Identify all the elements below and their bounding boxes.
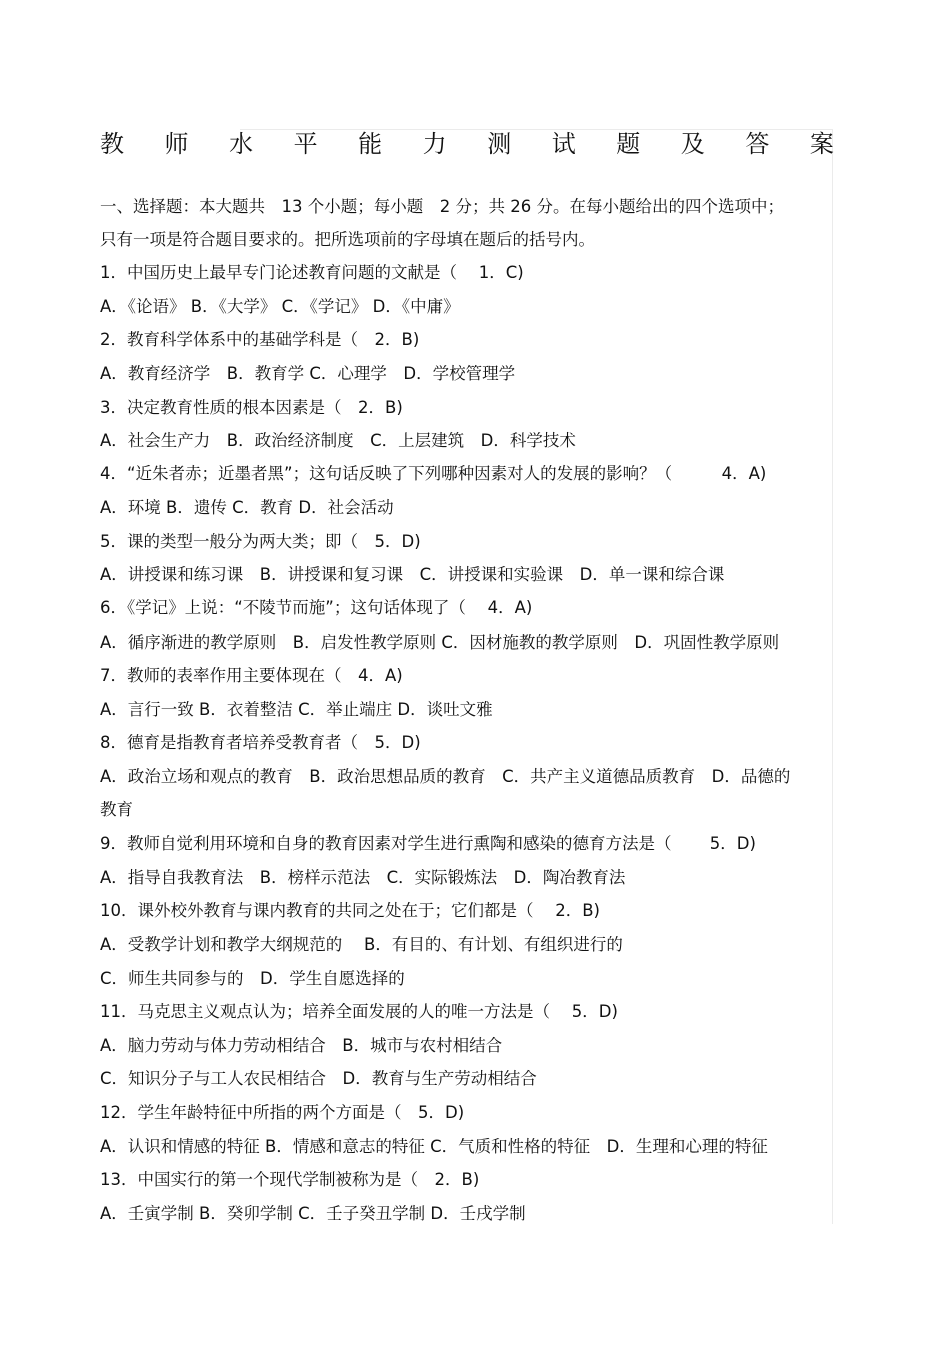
question-9: 9．教师自觉利用环境和自身的教育因素对学生进行熏陶和感染的德育方法是（ 5．D) [100,834,756,853]
title-char: 试 [551,130,576,158]
title-char: 平 [293,130,318,158]
title-char: 师 [164,130,189,158]
page-title [100,126,834,162]
question-1-options: A．《论语》 B．《大学》 C．《学记》 D．《中庸》 [100,297,460,316]
question-5-options: A．讲授课和练习课 B．讲授课和复习课 C．讲授课和实验课 D．单一课和综合课 [100,565,725,584]
question-11: 11．马克思主义观点认为；培养全面发展的人的唯一方法是（ 5．D) [100,1002,618,1021]
question-3-options: A．社会生产力 B．政治经济制度 C．上层建筑 D．科学技术 [100,431,576,450]
question-8: 8．德育是指教育者培养受教育者（ 5．D) [100,733,421,752]
title-char: 答 [745,130,770,158]
question-7: 7．教师的表率作用主要体现在（ 4．A) [100,666,403,685]
section-heading: 一、选择题：本大题共 13 个小题；每小题 2 分；共 26 分。在每小题给出的四个选项中； [100,197,784,216]
section-instruction: 只有一项是符合题目要求的。把所选项前的字母填在题后的括号内。 [100,230,595,249]
title-char: 力 [422,130,447,158]
question-1: 1．中国历史上最早专门论述教育问题的文献是（ 1．C) [100,263,524,282]
question-5: 5．课的类型一般分为两大类；即（ 5．D) [100,532,421,551]
title-char: 测 [487,130,512,158]
question-7-options: A．言行一致 B．衣着整洁 C．举止端庄 D．谈吐文雅 [100,700,493,719]
title-char: 案 [809,130,834,158]
title-char: 及 [680,130,705,158]
question-2-options: A．教育经济学 B．教育学 C．心理学 D．学校管理学 [100,364,516,383]
title-char: 水 [229,130,254,158]
question-10-options-cd: C．师生共同参与的 D．学生自愿选择的 [100,969,405,988]
question-2: 2．教育科学体系中的基础学科是（ 2．B) [100,330,420,349]
question-11-options-ab: A．脑力劳动与体力劳动相结合 B．城市与农村相结合 [100,1036,503,1055]
question-12: 12．学生年龄特征中所指的两个方面是（ 5．D) [100,1103,465,1122]
question-9-options: A．指导自我教育法 B．榜样示范法 C．实际锻炼法 D．陶冶教育法 [100,868,626,887]
title-char: 题 [616,130,641,158]
question-8-options: A．政治立场和观点的教育 B．政治思想品质的教育 C．共产主义道德品质教育 D．品德的 [100,767,791,786]
question-8-options-continued: 教育 [100,800,133,819]
question-13: 13．中国实行的第一个现代学制被称为是（ 2．B) [100,1170,480,1189]
question-4: 4．“近朱者赤；近墨者黑”；这句话反映了下列哪种因素对人的发展的影响？（ 4．A) [100,464,767,483]
question-13-options: A．壬寅学制 B．癸卯学制 C．壬子癸丑学制 D．壬戌学制 [100,1204,526,1223]
question-4-options: A．环境 B．遗传 C．教育 D．社会活动 [100,498,394,517]
question-6: 6．《学记》上说：“不陵节而施”；这句话体现了（ 4．A) [100,598,533,617]
title-char: 能 [358,130,383,158]
question-6-options: A．循序渐进的教学原则 B．启发性教学原则 C．因材施教的教学原则 D．巩固性教学原则 [100,633,780,652]
title-char: 教 [100,130,124,158]
question-3: 3．决定教育性质的根本因素是（ 2．B) [100,398,403,417]
question-10: 10．课外校外教育与课内教育的共同之处在于；它们都是（ 2．B) [100,901,600,920]
question-10-options-ab: A．受教学计划和教学大纲规范的 B．有目的、有计划、有组织进行的 [100,935,623,954]
question-12-options: A．认识和情感的特征 B．情感和意志的特征 C．气质和性格的特征 D．生理和心理的特征 [100,1137,768,1156]
question-11-options-cd: C．知识分子与工人农民相结合 D．教育与生产劳动相结合 [100,1069,537,1088]
